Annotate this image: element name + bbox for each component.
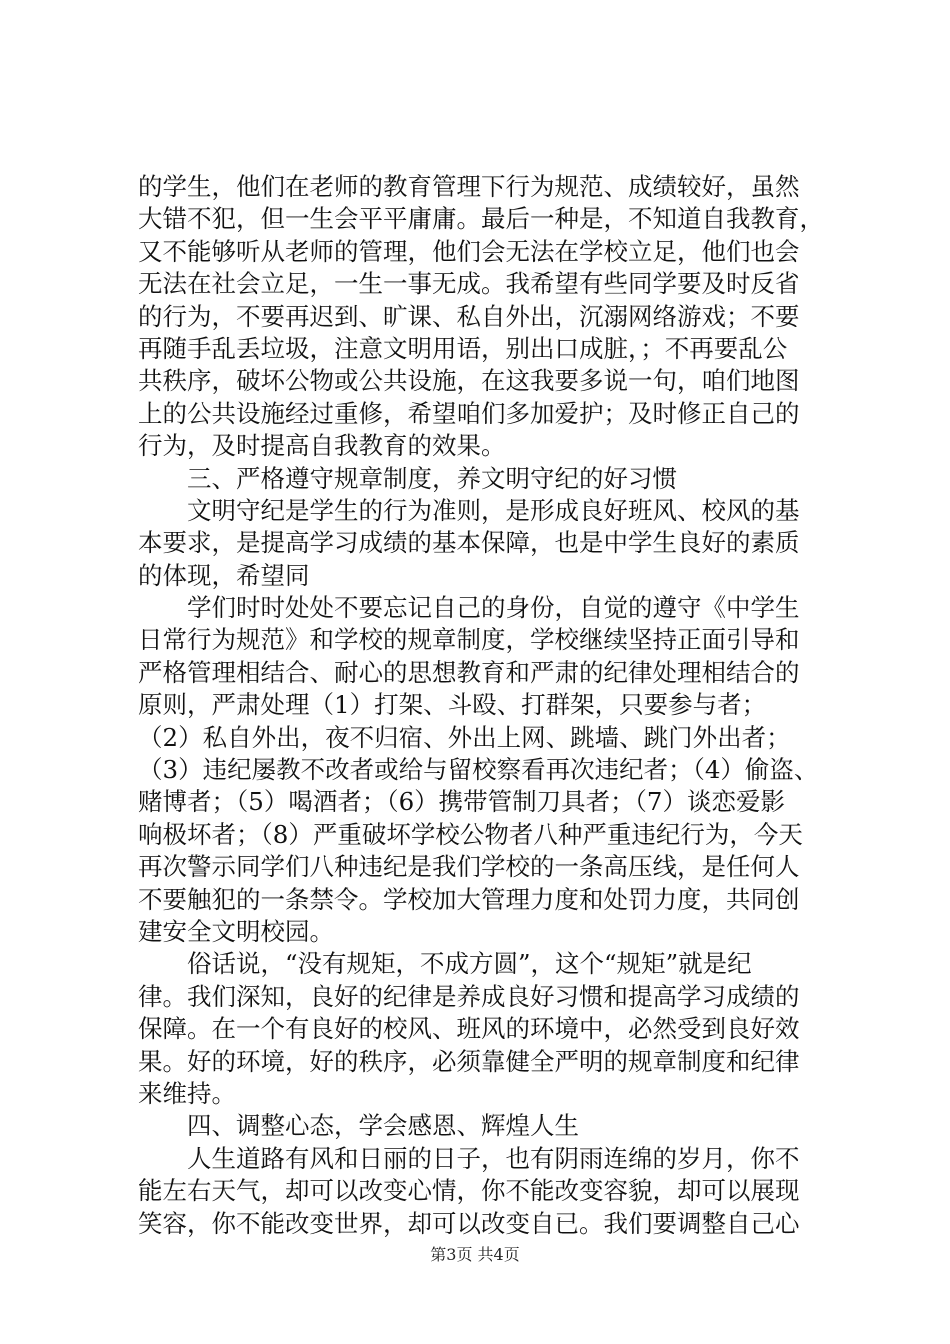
text-line: 赌博者；（5）喝酒者；（6）携带管制刀具者；（7）谈恋爱影	[138, 787, 786, 817]
text-line: 原则，严肃处理（1）打架、斗殴、打群架，只要参与者；	[138, 690, 767, 720]
text-line: 日常行为规范》和学校的规章制度，学校继续坚持正面引导和	[138, 625, 800, 655]
text-line: 行为，及时提高自我教育的效果。	[138, 431, 506, 461]
text-line: 无法在社会立足，一生一事无成。我希望有些同学要及时反省	[138, 269, 800, 299]
text-line: 再次警示同学们八种违纪是我们学校的一条高压线，是任何人	[138, 852, 800, 882]
text-line: 人生道路有风和日丽的日子，也有阴雨连绵的岁月，你不	[187, 1143, 800, 1173]
text-line: 笑容，你不能改变世界，却可以改变自已。我们要调整自己心	[138, 1208, 800, 1238]
text-line: 本要求，是提高学习成绩的基本保障，也是中学生良好的素质	[138, 528, 800, 558]
text-line: （2）私自外出，夜不归宿、外出上网、跳墙、跳门外出者；	[138, 722, 791, 752]
text-line: 的行为，不要再迟到、旷课、私自外出，沉溺网络游戏；不要	[138, 301, 800, 331]
text-line: 的体现，希望同	[138, 560, 310, 590]
text-line: 大错不犯，但一生会平平庸庸。最后一种是，不知道自我教育，	[138, 204, 824, 234]
document-body	[138, 171, 833, 1240]
text-line: 响极坏者；（8）严重破坏学校公物者八种严重违纪行为，今天	[138, 819, 803, 849]
text-line: 保障。在一个有良好的校风、班风的环境中，必然受到良好效	[138, 1014, 800, 1044]
text-line: 文明守纪是学生的行为准则，是形成良好班风、校风的基	[187, 495, 800, 525]
section-heading: 三、严格遵守规章制度，养文明守纪的好习惯	[187, 463, 677, 493]
text-line: 能左右天气，却可以改变心情，你不能改变容貌，却可以展现	[138, 1176, 800, 1206]
text-line: 律。我们深知，良好的纪律是养成良好习惯和提高学习成绩的	[138, 981, 800, 1011]
text-line: 的学生，他们在老师的教育管理下行为规范、成绩较好，虽然	[138, 172, 800, 201]
text-line: 不要触犯的一条禁令。学校加大管理力度和处罚力度，共同创	[138, 884, 800, 914]
page-number-footer: 第3页 共4页	[430, 1245, 520, 1264]
text-line: 又不能够听从老师的管理，他们会无法在学校立足，他们也会	[138, 236, 800, 266]
text-line: 严格管理相结合、耐心的思想教育和严肃的纪律处理相结合的	[138, 657, 800, 687]
text-line: 俗话说，“没有规矩，不成方圆”，这个“规矩”就是纪	[187, 949, 752, 979]
text-line: 学们时时处处不要忘记自己的身份，自觉的遵守《中学生	[187, 593, 800, 623]
text-line: 共秩序，破坏公物或公共设施，在这我要多说一句，咱们地图	[138, 366, 800, 396]
text-line: 上的公共设施经过重修，希望咱们多加爱护；及时修正自己的	[138, 398, 800, 428]
section-heading: 四、调整心态，学会感恩、辉煌人生	[187, 1111, 579, 1141]
text-line: 建安全文明校园。	[138, 916, 334, 946]
text-line: 来维持。	[138, 1078, 236, 1108]
text-line: （3）违纪屡教不改者或给与留校察看再次违纪者；（4）偷盗、	[138, 755, 819, 785]
text-line: 果。好的环境，好的秩序，必须靠健全严明的规章制度和纪律	[138, 1046, 800, 1076]
text-line: 再随手乱丢垃圾，注意文明用语，别出口成脏，；不再要乱公	[138, 333, 788, 363]
